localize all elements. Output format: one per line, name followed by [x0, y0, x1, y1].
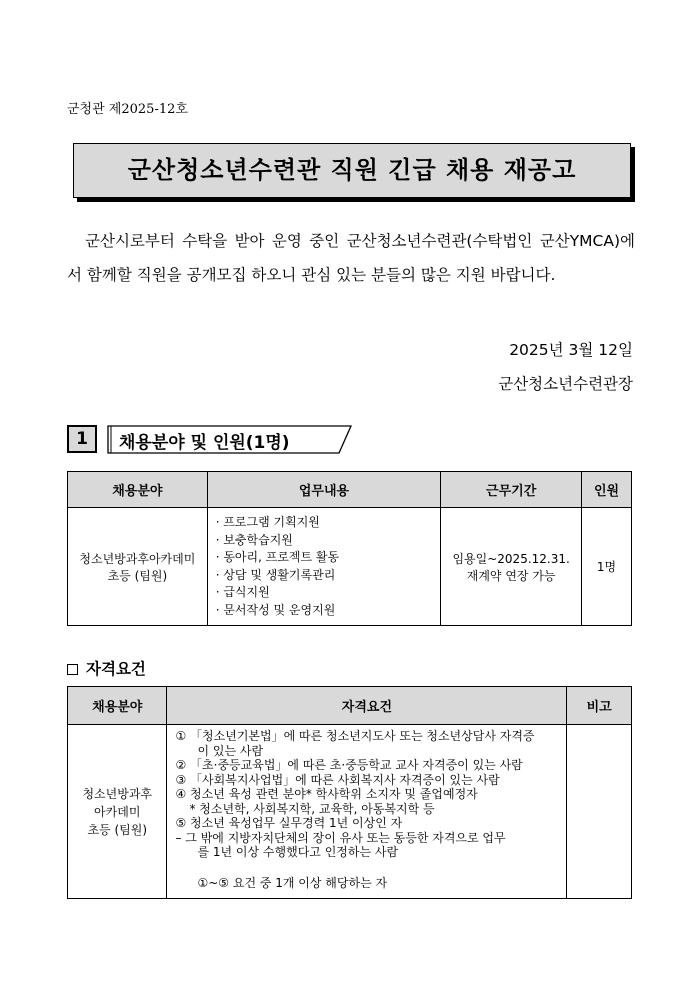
requirement-item: ① 「청소년기본법」에 따른 청소년지도사 또는 청소년상담사 자격증 — [175, 729, 535, 743]
table-header-row — [68, 472, 632, 508]
announcement-date: 2025년 3월 12일 — [509, 341, 633, 359]
header-requirements: 자격요건 — [167, 687, 567, 725]
header-period: 근무기간 — [441, 472, 582, 508]
table-header-row — [68, 687, 632, 725]
field-line: 아카데미 — [94, 804, 141, 819]
count-cell: 1명 — [582, 508, 632, 626]
requirement-item: – 그 밖에 지방자치단체의 장이 유사 또는 동등한 자격으로 업무 — [175, 830, 506, 845]
qualifications-table — [67, 686, 632, 899]
requirement-item: ⑤ 청소년 육성업무 실무경력 1년 이상인 자 — [175, 816, 403, 830]
header-duties: 업무내용 — [207, 472, 441, 508]
requirement-footnote: * 청소년학, 사회복지학, 교육학, 아동복지학 등 — [189, 801, 435, 816]
table-row — [68, 725, 632, 899]
header-count: 인원 — [582, 472, 632, 508]
document-number: 군청관 제2025-12호 — [67, 102, 188, 117]
duties-cell — [207, 508, 441, 626]
qualifications-heading — [67, 657, 146, 679]
field-line: 초등 (팀원) — [87, 822, 147, 837]
title-banner — [73, 143, 631, 198]
document-title: 군산청소년수련관 직원 긴급 채용 재공고 — [127, 156, 577, 184]
duty-item: · 급식지원 — [215, 585, 270, 599]
requirement-item: ④ 청소년 육성 관련 분야* 학사학위 소지자 및 졸업예정자 — [175, 787, 478, 801]
square-bullet-icon — [67, 664, 78, 675]
duty-item: · 상담 및 생활기록관리 — [215, 567, 336, 582]
header-note: 비고 — [567, 687, 632, 725]
duty-item: · 보충학습지원 — [215, 532, 293, 547]
requirement-item: ③ 「사회복지사업법」에 따른 사회복지사 자격증이 있는 사람 — [175, 772, 500, 787]
section-title: 채용분야 및 인원(1명) — [119, 433, 290, 453]
period-cell — [441, 508, 582, 626]
requirement-continuation: 를 1년 이상 수행했다고 인정하는 사람 — [197, 845, 399, 859]
field-line: 청소년방과후 — [82, 786, 153, 801]
requirement-continuation: 이 있는 사람 — [197, 743, 264, 758]
issuer-name: 군산청소년수련관장 — [498, 375, 633, 393]
field-cell — [68, 725, 167, 899]
requirement-summary: ①~⑤ 요건 중 1개 이상 해당하는 자 — [197, 875, 388, 890]
header-field: 채용분야 — [68, 687, 167, 725]
section-title-tab — [107, 425, 352, 453]
section-number: 1 — [67, 425, 97, 453]
recruitment-table — [67, 471, 632, 626]
field-cell — [68, 508, 208, 626]
field-line: 초등 (팀원) — [107, 568, 168, 583]
intro-paragraph: 군산시로부터 수탁을 받아 운영 중인 군산청소년수련관(수탁법인 군산YMCA)에서 함께할 직원을 공개모집 하오니 관심 있는 분들의 많은 지원 바랍니다. — [67, 232, 635, 284]
header-field: 채용분야 — [68, 472, 208, 508]
field-line: 청소년방과후아카데미 — [79, 551, 196, 566]
duty-item: · 프로그램 기획지원 — [215, 515, 320, 529]
requirements-cell — [167, 725, 567, 899]
period-line: 임용일~2025.12.31. — [452, 551, 570, 566]
note-cell — [567, 725, 632, 899]
period-line: 재계약 연장 가능 — [466, 568, 556, 583]
duty-item: · 문서작성 및 운영지원 — [215, 602, 336, 617]
requirement-item: ② 「초·중등교육법」에 따른 초·중등학교 교사 자격증이 있는 사람 — [175, 758, 523, 772]
table-row — [68, 508, 632, 626]
duty-item: · 동아리, 프로젝트 활동 — [215, 550, 340, 564]
qualifications-heading-text: 자격요건 — [86, 660, 146, 678]
